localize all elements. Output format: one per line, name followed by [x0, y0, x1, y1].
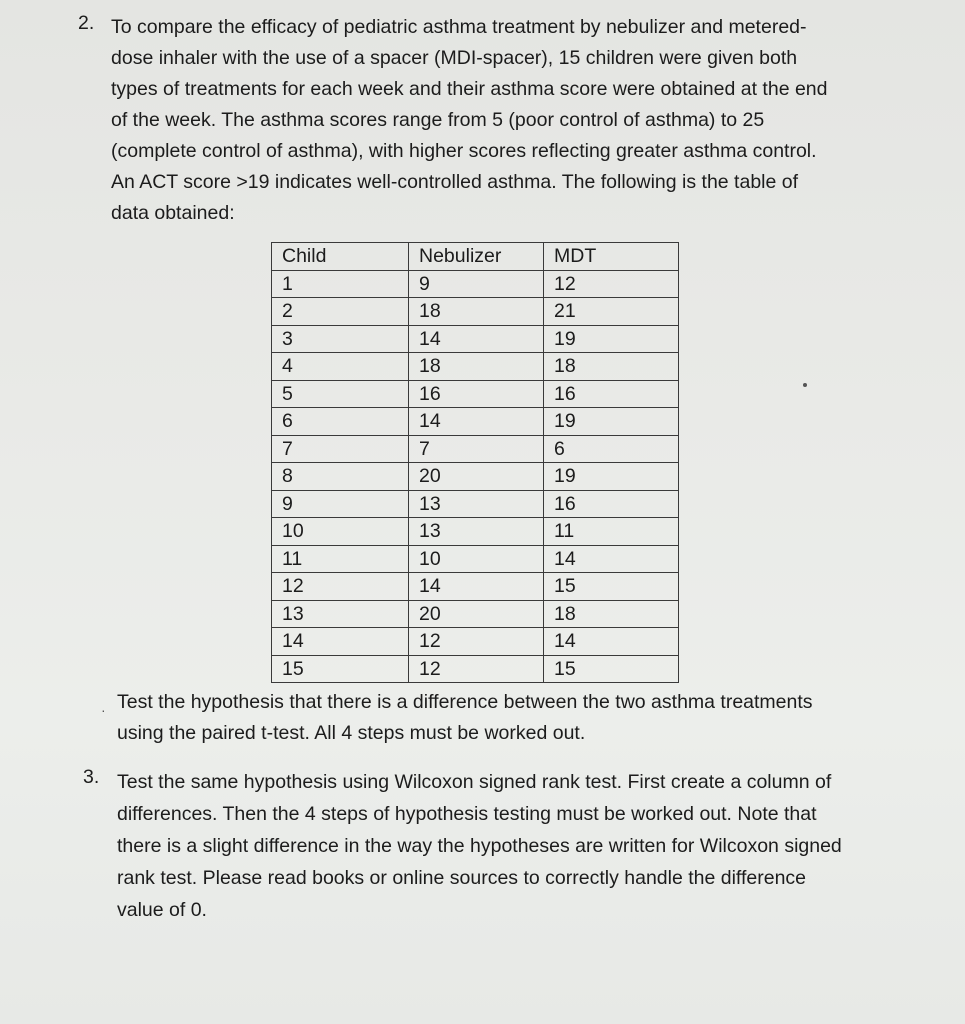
table-row	[272, 573, 679, 601]
question-2-task-line: using the paired t-test. All 4 steps must be worked out.	[117, 722, 586, 744]
cell-mdt: 16	[544, 490, 679, 518]
cell-mdt: 12	[544, 270, 679, 298]
question-3-line: there is a slight difference in the way the hypotheses are written for Wilcoxon signed	[117, 835, 842, 857]
question-2-task	[117, 687, 917, 749]
table-row	[272, 655, 679, 683]
table-row	[272, 408, 679, 436]
cell-nebulizer: 10	[409, 545, 544, 573]
cell-mdt: 15	[544, 655, 679, 683]
cell-child: 8	[272, 463, 409, 491]
asthma-score-table	[271, 242, 679, 683]
table-row	[272, 600, 679, 628]
cell-mdt: 18	[544, 353, 679, 381]
cell-nebulizer: 20	[409, 600, 544, 628]
question-3-text	[117, 766, 917, 926]
cell-mdt: 19	[544, 325, 679, 353]
table-row	[272, 435, 679, 463]
cell-mdt: 6	[544, 435, 679, 463]
cell-child: 10	[272, 518, 409, 546]
question-2-line: An ACT score >19 indicates well-controlled asthma. The following is the table of	[111, 171, 799, 193]
question-2-line: dose inhaler with the use of a spacer (MDI-spacer), 15 children were given both	[111, 47, 798, 69]
table-row	[272, 545, 679, 573]
question-3-line: value of 0.	[117, 899, 207, 921]
header-child: Child	[272, 243, 409, 271]
cell-nebulizer: 9	[409, 270, 544, 298]
cell-mdt: 11	[544, 518, 679, 546]
cell-nebulizer: 20	[409, 463, 544, 491]
table-row	[272, 518, 679, 546]
cell-child: 12	[272, 573, 409, 601]
cell-child: 7	[272, 435, 409, 463]
question-2-line: data obtained:	[111, 202, 235, 224]
question-3-line: rank test. Please read books or online sources to correctly handle the difference	[117, 867, 807, 889]
cell-nebulizer: 16	[409, 380, 544, 408]
cell-mdt: 21	[544, 298, 679, 326]
cell-mdt: 14	[544, 628, 679, 656]
cell-mdt: 19	[544, 408, 679, 436]
cell-child: 3	[272, 325, 409, 353]
cell-nebulizer: 12	[409, 655, 544, 683]
question-2-line: types of treatments for each week and their asthma score were obtained at the end	[111, 78, 828, 100]
table-row	[272, 463, 679, 491]
question-2-task-line: Test the hypothesis that there is a difference between the two asthma treatments	[117, 691, 813, 713]
cell-child: 6	[272, 408, 409, 436]
cell-child: 14	[272, 628, 409, 656]
question-3-line: differences. Then the 4 steps of hypothesis testing must be worked out. Note that	[117, 803, 817, 825]
cell-mdt: 14	[544, 545, 679, 573]
table-row	[272, 325, 679, 353]
table-row	[272, 270, 679, 298]
cell-nebulizer: 18	[409, 298, 544, 326]
cell-nebulizer: 12	[409, 628, 544, 656]
question-2-line: (complete control of asthma), with higher scores reflecting greater asthma control.	[111, 140, 817, 162]
question-2-line: of the week. The asthma scores range from 5 (poor control of asthma) to 25	[111, 109, 765, 131]
cell-child: 5	[272, 380, 409, 408]
cell-mdt: 19	[544, 463, 679, 491]
cell-nebulizer: 18	[409, 353, 544, 381]
cell-mdt: 18	[544, 600, 679, 628]
question-3-number: 3.	[83, 766, 100, 788]
cell-child: 11	[272, 545, 409, 573]
table-row	[272, 628, 679, 656]
cell-nebulizer: 14	[409, 408, 544, 436]
cell-mdt: 16	[544, 380, 679, 408]
question-2-number: 2.	[78, 12, 95, 34]
bullet-mark: ·	[101, 702, 106, 718]
cell-mdt: 15	[544, 573, 679, 601]
question-2-line: To compare the efficacy of pediatric asthma treatment by nebulizer and metered-	[111, 16, 807, 38]
table-row	[272, 298, 679, 326]
cell-child: 2	[272, 298, 409, 326]
header-nebulizer: Nebulizer	[409, 243, 544, 271]
cell-child: 4	[272, 353, 409, 381]
table-header-row	[272, 243, 679, 271]
stray-mark	[803, 383, 807, 387]
header-mdt: MDT	[544, 243, 679, 271]
table-row	[272, 380, 679, 408]
cell-child: 15	[272, 655, 409, 683]
cell-nebulizer: 13	[409, 518, 544, 546]
table-row	[272, 490, 679, 518]
cell-child: 13	[272, 600, 409, 628]
question-2-text	[111, 12, 911, 229]
cell-nebulizer: 14	[409, 325, 544, 353]
cell-child: 1	[272, 270, 409, 298]
question-3-line: Test the same hypothesis using Wilcoxon signed rank test. First create a column of	[117, 771, 832, 793]
cell-nebulizer: 7	[409, 435, 544, 463]
cell-nebulizer: 14	[409, 573, 544, 601]
table-row	[272, 353, 679, 381]
cell-child: 9	[272, 490, 409, 518]
cell-nebulizer: 13	[409, 490, 544, 518]
table-body	[272, 270, 679, 683]
